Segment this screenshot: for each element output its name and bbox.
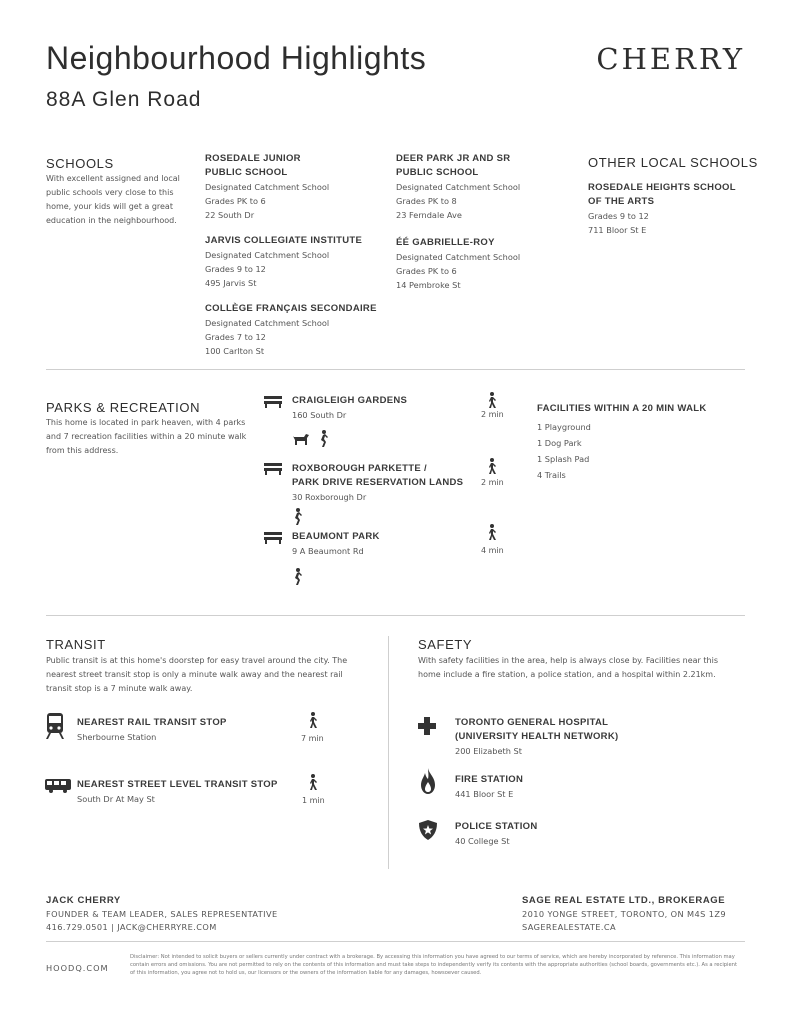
school-name: ÉÉ GABRIELLE-ROY — [396, 237, 495, 248]
park-bench-icon — [264, 532, 282, 544]
school-entry — [205, 152, 385, 222]
facility-address: 40 College St — [455, 836, 510, 846]
school-grades: Grades PK to 8 — [396, 196, 457, 206]
brokerage-info — [522, 895, 762, 934]
train-icon — [46, 713, 64, 739]
school-name: OF THE ARTS — [588, 196, 655, 207]
schools-heading: SCHOOLS — [46, 156, 114, 171]
walk-time: 1 min — [302, 796, 325, 805]
parks-description: This home is located in park heaven, with 4 parks and 7 recreation facilities within a 20 minute walk from this address. — [46, 418, 247, 455]
brand-logo: CHERRY — [596, 42, 745, 76]
school-name: ROSEDALE JUNIOR — [205, 153, 301, 164]
transit-entry — [77, 716, 297, 744]
brokerage-name: SAGE REAL ESTATE LTD., BROKERAGE — [522, 895, 726, 906]
facility-address: 200 Elizabeth St — [455, 746, 522, 756]
school-grades: Grades 9 to 12 — [205, 264, 266, 274]
school-name: DEER PARK JR AND SR — [396, 153, 511, 164]
transit-stop-label: NEAREST RAIL TRANSIT STOP — [77, 717, 227, 728]
facility-name: FIRE STATION — [455, 774, 524, 785]
facility-item: 1 Splash Pad — [537, 454, 590, 464]
school-grades: Grades 9 to 12 — [588, 211, 649, 221]
divider — [46, 615, 745, 616]
brokerage-address: 2010 YONGE STREET, TORONTO, ON M4S 1Z9 — [522, 909, 726, 919]
facility-name: POLICE STATION — [455, 821, 538, 832]
transit-station: Sherbourne Station — [77, 732, 157, 742]
school-type: Designated Catchment School — [396, 252, 521, 262]
park-address: 9 A Beaumont Rd — [292, 546, 364, 556]
walk-time: 2 min — [481, 410, 504, 419]
safety-description: With safety facilities in the area, help is always close by. Facilities near this home include a fire station, a police station, and a hospital within 2.21km. — [418, 656, 718, 679]
school-grades: Grades PK to 6 — [205, 196, 266, 206]
school-grades: Grades 7 to 12 — [205, 332, 266, 342]
park-name: ROXBOROUGH PARKETTE / — [292, 463, 427, 474]
park-address: 30 Roxborough Dr — [292, 492, 367, 502]
vertical-divider — [388, 636, 389, 869]
school-entry — [588, 181, 758, 237]
school-type: Designated Catchment School — [396, 182, 521, 192]
other-schools-heading: OTHER LOCAL SCHOOLS — [588, 155, 758, 170]
school-address: 100 Carlton St — [205, 346, 265, 356]
school-entry — [396, 236, 576, 292]
police-badge-icon — [419, 820, 437, 840]
facility-item: 4 Trails — [537, 470, 566, 480]
agent-title: FOUNDER & TEAM LEADER, SALES REPRESENTATIVE — [46, 909, 278, 919]
walk-time: 7 min — [301, 734, 324, 743]
agent-contact: 416.729.0501 | JACK@CHERRYRE.COM — [46, 922, 217, 932]
park-entry — [292, 462, 482, 504]
park-bench-icon — [264, 463, 282, 475]
school-name: PUBLIC SCHOOL — [205, 167, 288, 178]
school-address: 495 Jarvis St — [205, 278, 257, 288]
school-grades: Grades PK to 6 — [396, 266, 457, 276]
school-address: 22 South Dr — [205, 210, 255, 220]
school-type: Designated Catchment School — [205, 318, 330, 328]
school-entry — [205, 302, 385, 358]
facility-item: 1 Dog Park — [537, 438, 582, 448]
bus-icon — [45, 779, 71, 793]
hospital-cross-icon — [418, 717, 436, 735]
park-name: BEAUMONT PARK — [292, 531, 380, 542]
safety-heading: SAFETY — [418, 637, 473, 652]
park-entry — [292, 530, 477, 558]
safety-entry — [455, 820, 695, 848]
walk-time: 4 min — [481, 546, 504, 555]
safety-entry — [455, 773, 695, 801]
divider — [46, 369, 745, 370]
transit-heading: TRANSIT — [46, 637, 106, 652]
trail-runner-icon — [292, 568, 302, 586]
parks-heading: PARKS & RECREATION — [46, 400, 201, 415]
school-address: 23 Ferndale Ave — [396, 210, 462, 220]
disclaimer: Disclaimer: Not intended to solicit buyers or sellers currently under contract with a brokerage. By accessing this information you have agreed to our terms of service, which are hereby incorporated by reference. This information may contain errors and omissions. You are not permitted to rely on the contents of this information and must take steps to independently verify its contents with the appropriate authorities (school boards, governments etc.). As a recipient of this information, you agree not to hold us, our licensors or the owners of the information liable for any damages, howsoever caused. — [130, 954, 738, 976]
park-address: 160 South Dr — [292, 410, 347, 420]
park-entry — [292, 394, 477, 422]
facilities-list — [537, 402, 737, 483]
park-name: CRAIGLEIGH GARDENS — [292, 395, 408, 406]
walk-time: 2 min — [481, 478, 504, 487]
page-title: Neighbourhood Highlights — [46, 40, 427, 76]
school-address: 711 Bloor St E — [588, 225, 647, 235]
transit-station: South Dr At May St — [77, 794, 155, 804]
school-name: ROSEDALE HEIGHTS SCHOOL — [588, 182, 736, 193]
school-type: Designated Catchment School — [205, 182, 330, 192]
facility-name: TORONTO GENERAL HOSPITAL — [455, 717, 609, 728]
transit-stop-label: NEAREST STREET LEVEL TRANSIT STOP — [77, 779, 278, 790]
agent-info — [46, 895, 346, 934]
transit-entry — [77, 778, 297, 806]
walk-icon — [308, 774, 318, 790]
walk-icon — [487, 524, 497, 540]
park-name: PARK DRIVE RESERVATION LANDS — [292, 477, 464, 488]
school-name: JARVIS COLLEGIATE INSTITUTE — [205, 235, 363, 246]
facility-address: 441 Bloor St E — [455, 789, 514, 799]
school-entry — [205, 234, 385, 290]
facilities-heading: FACILITIES WITHIN A 20 MIN WALK — [537, 403, 707, 414]
hoodq-link[interactable]: HOODQ.COM — [46, 963, 109, 973]
property-address: 88A Glen Road — [46, 88, 202, 111]
fire-icon — [420, 768, 436, 794]
divider — [46, 941, 745, 942]
agent-name: JACK CHERRY — [46, 895, 121, 906]
schools-description: With excellent assigned and local public schools very close to this home, your kids will get a great education in the neighbourhood. — [46, 174, 180, 225]
walk-icon — [487, 392, 497, 408]
school-type: Designated Catchment School — [205, 250, 330, 260]
walk-icon — [487, 458, 497, 474]
walk-icon — [308, 712, 318, 728]
dog-icon — [292, 432, 310, 446]
school-entry — [396, 152, 576, 222]
facility-name: (UNIVERSITY HEALTH NETWORK) — [455, 731, 619, 742]
school-name: PUBLIC SCHOOL — [396, 167, 479, 178]
park-bench-icon — [264, 396, 282, 408]
facility-item: 1 Playground — [537, 422, 591, 432]
trail-runner-icon — [318, 430, 328, 448]
school-name: COLLÈGE FRANÇAIS SECONDAIRE — [205, 303, 377, 314]
safety-entry — [455, 716, 695, 758]
brokerage-website[interactable]: SAGEREALESTATE.CA — [522, 922, 616, 932]
transit-description: Public transit is at this home's doorstep for easy travel around the city. The nearest street transit stop is only a minute walk away and the nearest rail transit stop is a 7 minute walk away. — [46, 656, 348, 693]
trail-runner-icon — [292, 508, 302, 526]
school-address: 14 Pembroke St — [396, 280, 461, 290]
